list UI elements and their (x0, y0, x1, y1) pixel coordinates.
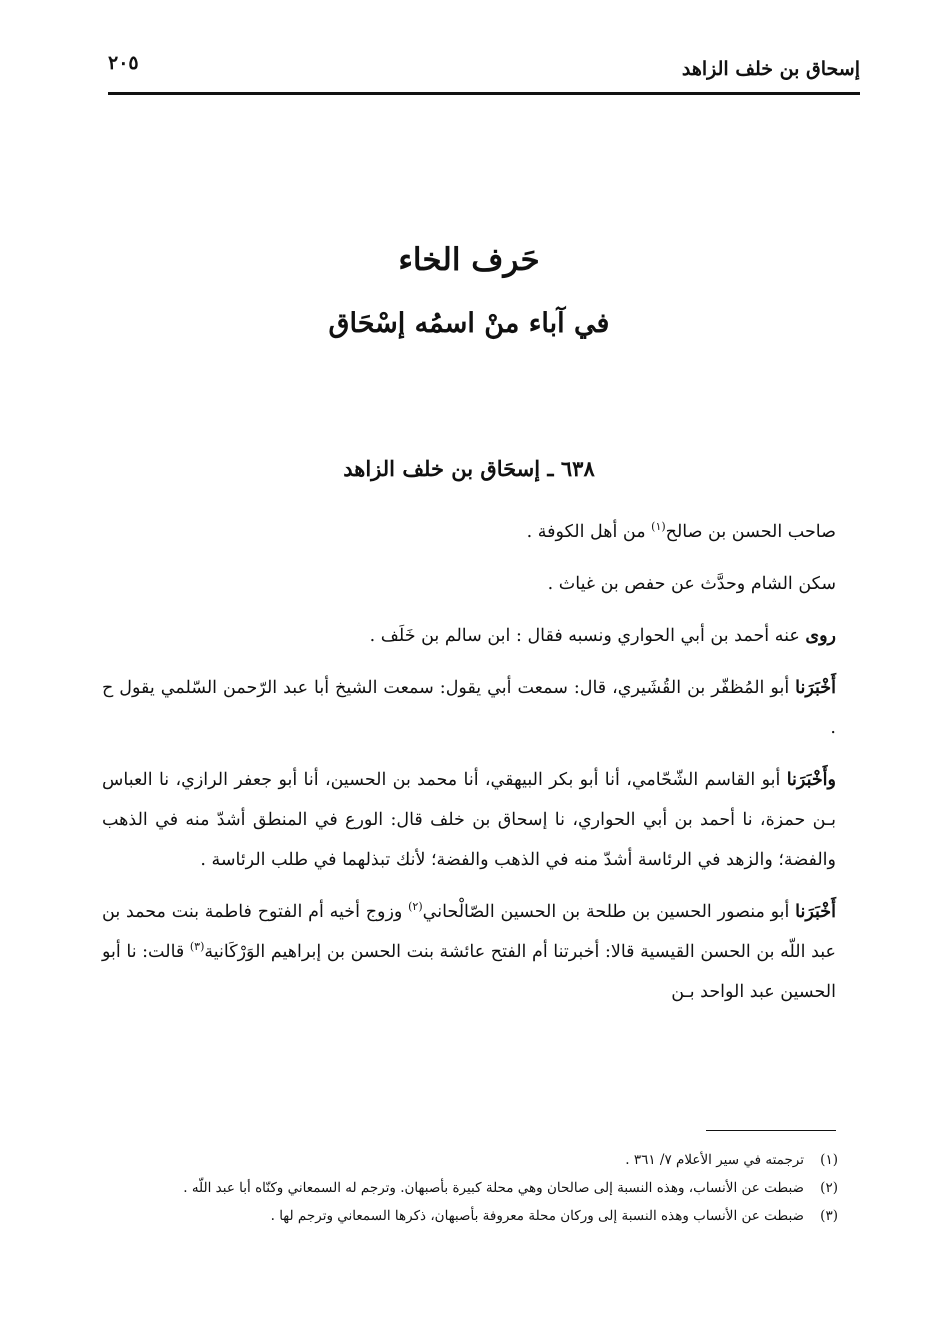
page-number: ٢٠٥ (108, 52, 139, 74)
footnote-ref-1: (١) (651, 520, 666, 534)
paragraph-text: قالت: نا أبو الحسين عبد الواحد بـن (102, 942, 836, 1002)
footnote-ref-3: (٣) (189, 940, 205, 954)
header-rule (108, 92, 860, 95)
paragraph-text: صاحب الحسن بن صالح (665, 522, 836, 542)
entry-heading: ٦٣٨ ـ إسحَاق بن خلف الزاهد (343, 456, 595, 481)
paragraph-text: سكن الشام وحدَّث عن حفص بن غياث . (547, 574, 836, 594)
footnote-number: (١) (820, 1152, 838, 1168)
footnotes (82, 1146, 838, 1230)
paragraph-text: أبو منصور الحسين بن طلحة بن الحسين الصّالْحاني (422, 902, 796, 922)
keyword-akhbarana: أَخْبَرَنا (795, 902, 836, 922)
paragraph-text: أبو القاسم الشّحّامي، أنا أبو بكر البيهقي، أنا محمد بن الحسين، أنا أبو جعفر الرازي، نا العباس بـن حمزة، نا أحمد بن أبي الحواري، نا إسحاق بن خلف قال: الورع في المنطق أشدّ منه في الذهب والفضة؛ والزهد في الرئاسة أشدّ منه في الذهب والفضة؛ لأنك تبذلهما في طلب الرئاسة . (102, 770, 836, 870)
running-title: إسحاق بن خلف الزاهد (681, 58, 860, 80)
paragraph-3 (102, 616, 836, 656)
paragraph-4 (102, 668, 836, 748)
entry-body (102, 512, 836, 1024)
paragraph-text: من أهل الكوفة . (526, 522, 652, 542)
paragraph-6 (102, 892, 836, 1012)
section-title: حَرف الخاء (398, 242, 540, 278)
footnote-2 (82, 1174, 838, 1202)
keyword-rawa: روى (805, 626, 836, 646)
footnote-ref-2: (٢) (408, 900, 423, 914)
paragraph-2 (102, 564, 836, 604)
paragraph-5 (102, 760, 836, 880)
running-header (108, 48, 860, 92)
footnote-text: ضبطت عن الأنساب، وهذه النسبة إلى صالحان وهي محلة كبيرة بأصبهان. وترجم له السمعاني وكنّاه أبا عبد اللّه . (183, 1180, 804, 1196)
keyword-akhbarana: أَخْبَرَنا (795, 678, 836, 698)
section-subtitle: في آباء منْ اسمُه إسْحَاق (328, 308, 610, 339)
paragraph-text: أبو المُظفّر بن القُشَيري، قال: سمعت أبي يقول: سمعت الشيخ أبا عبد الرّحمن السّلمي يقول ح . (102, 678, 836, 738)
footnote-text: ترجمته في سير الأعلام ٧/ ٣٦١ . (625, 1152, 804, 1168)
footnote-1 (82, 1146, 838, 1174)
paragraph-text: عنه أحمد بن أبي الحواري ونسبه فقال : ابن سالم بن خَلَف . (369, 626, 806, 646)
footnote-rule (706, 1130, 836, 1131)
paragraph-text: وزوج أخيه أم الفتوح فاطمة بنت محمد بن عبد اللّه بن الحسن القيسية قالا: أخبرتنا أم الفتح عائشة بنت الحسن بن إبراهيم الوَرْكَانية (102, 902, 836, 962)
footnote-text: ضبطت عن الأنساب وهذه النسبة إلى وركان محلة معروفة بأصبهان، ذكرها السمعاني وترجم لها . (270, 1208, 804, 1224)
footnote-number: (٣) (820, 1208, 838, 1224)
paragraph-1 (102, 512, 836, 552)
footnote-3 (82, 1202, 838, 1230)
keyword-wa-akhbarana: وأَخْبَرَنا (786, 770, 836, 790)
footnote-number: (٢) (820, 1180, 838, 1196)
